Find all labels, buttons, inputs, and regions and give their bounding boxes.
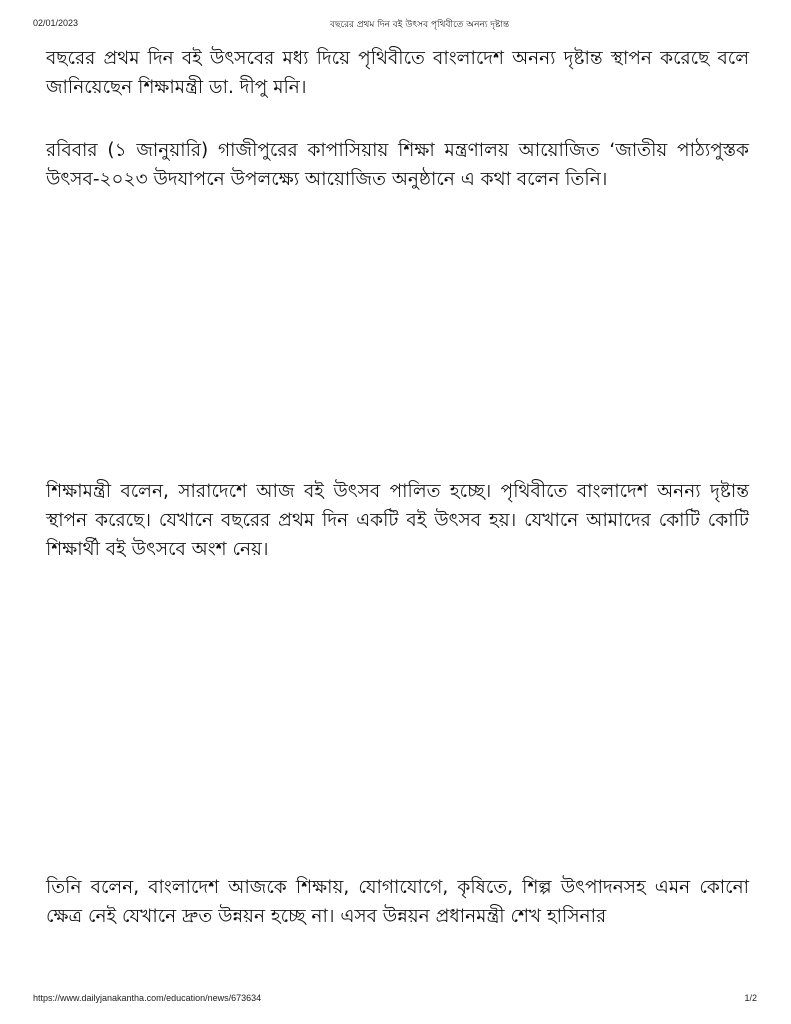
source-url: https://www.dailyjanakantha.com/education/news/673634 [33, 993, 262, 1003]
article-paragraph-3: শিক্ষামন্ত্রী বলেন, সারাদেশে আজ বই উৎসব পালিত হচ্ছে। পৃথিবীতে বাংলাদেশ অনন্য দৃষ্টান্ত স্থাপন করেছে। যেখানে বছরের প্রথম দিন একটি বই উৎসব হয়। যেখানে আমাদের কোটি কোটি শিক্ষার্থী বই উৎসবে অংশ নেয়। [46, 481, 749, 560]
article-paragraph-4: তিনি বলেন, বাংলাদেশ আজকে শিক্ষায়, যোগাযোগে, কৃষিতে, শিল্প উৎপাদনসহ এমন কোনো ক্ষেত্র নেই যেখানে দ্রুত উন্নয়ন হচ্ছে না। এসব উন্নয়ন প্রধানমন্ত্রী শেখ হাসিনার [46, 877, 749, 927]
article-paragraph-2: রবিবার (১ জানুয়ারি) গাজীপুরের কাপাসিয়ায় শিক্ষা মন্ত্রণালয় আয়োজিত ‘জাতীয় পাঠ্যপুস্তক উৎসব-২০২৩ উদযাপনে উপলক্ষ্যে আয়োজিত অনুষ্ঠানে এ কথা বলেন তিনি। [46, 140, 749, 190]
page-header-title: বছরের প্রথম দিন বই উৎসব পৃথিবীতে অনন্য দৃষ্টান্ত [330, 20, 510, 30]
page-number: 1/2 [744, 993, 757, 1003]
article-paragraph-1: বছরের প্রথম দিন বই উৎসবের মধ্য দিয়ে পৃথিবীতে বাংলাদেশ অনন্য দৃষ্টান্ত স্থাপন করেছে বলে জানিয়েছেন শিক্ষামন্ত্রী ডা. দীপু মনি। [46, 48, 749, 98]
print-date: 02/01/2023 [33, 18, 79, 28]
